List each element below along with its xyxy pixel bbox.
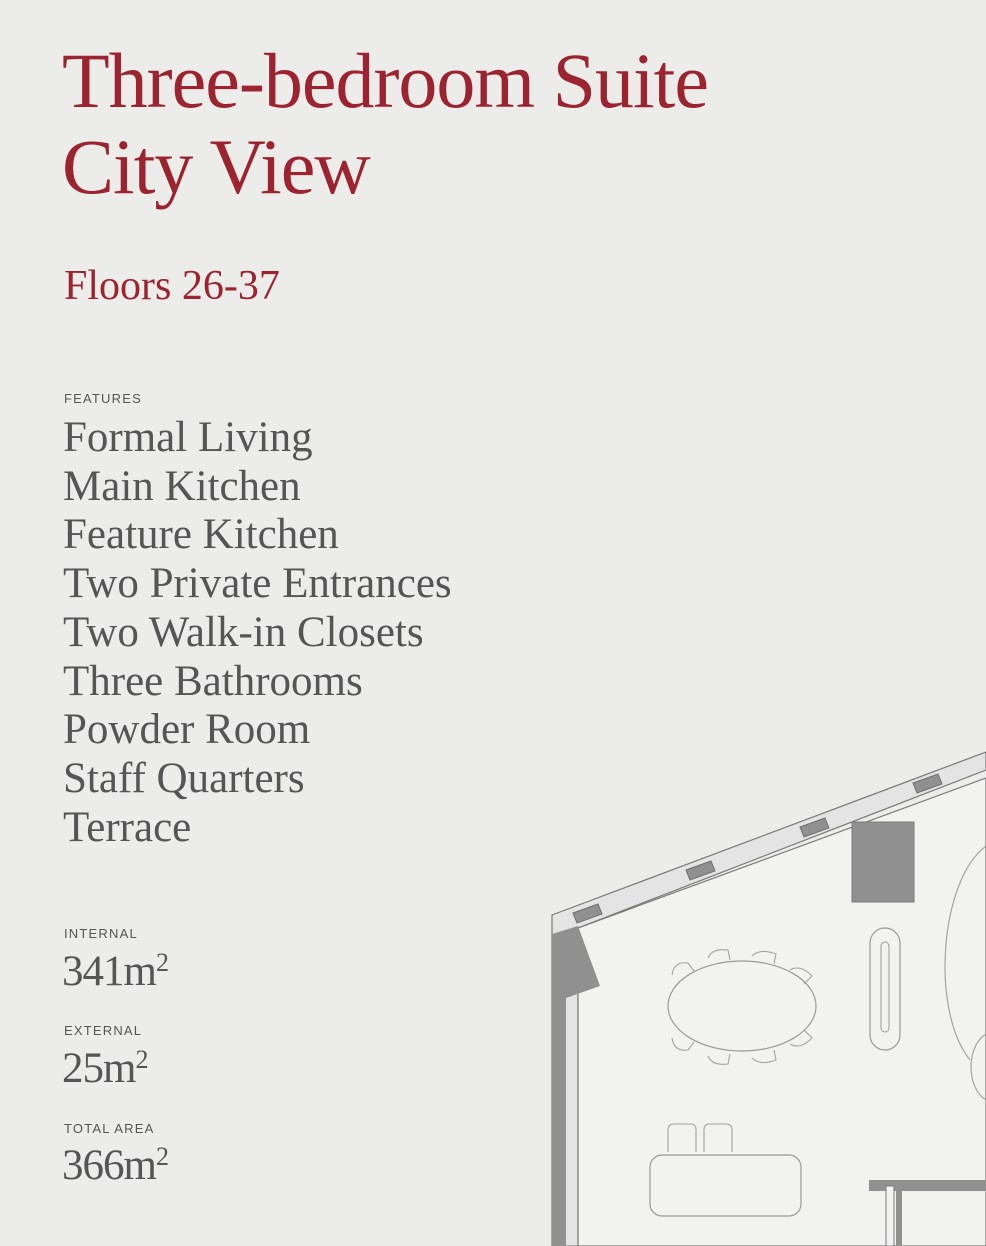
door-frame <box>886 1186 894 1246</box>
internal-area-value <box>62 948 168 996</box>
feature-item: Staff Quarters <box>63 754 305 802</box>
internal-area-label: INTERNAL <box>64 926 138 941</box>
features-label: FEATURES <box>64 391 142 406</box>
feature-item: Terrace <box>63 803 192 851</box>
page-title <box>62 38 708 210</box>
total-area-unit-power: 2 <box>155 1142 168 1171</box>
total-area-value <box>62 1142 168 1190</box>
feature-item: Powder Room <box>63 706 311 754</box>
features-list <box>63 414 452 852</box>
external-area-number: 25m <box>62 1045 136 1092</box>
feature-item: Two Private Entrances <box>63 560 452 608</box>
floors-subtitle: Floors 26-37 <box>64 263 280 309</box>
external-area-label: EXTERNAL <box>64 1023 143 1038</box>
total-area-label: TOTAL AREA <box>64 1121 155 1136</box>
external-area-value <box>62 1045 147 1093</box>
title-line-1: Three-bedroom Suite <box>62 37 708 124</box>
floor-plan-drawing <box>540 740 986 1246</box>
external-area-unit-power: 2 <box>135 1045 148 1074</box>
feature-item: Main Kitchen <box>63 462 301 510</box>
internal-area-number: 341m <box>62 948 156 995</box>
feature-item: Formal Living <box>63 414 313 461</box>
total-area-number: 366m <box>62 1142 156 1189</box>
internal-area-unit-power: 2 <box>155 948 168 977</box>
feature-item: Three Bathrooms <box>63 657 363 705</box>
door-jamb <box>896 1186 902 1246</box>
title-line-2: City View <box>62 123 370 210</box>
feature-item: Feature Kitchen <box>63 511 339 559</box>
feature-item: Two Walk-in Closets <box>63 608 424 656</box>
structural-column <box>852 822 914 902</box>
